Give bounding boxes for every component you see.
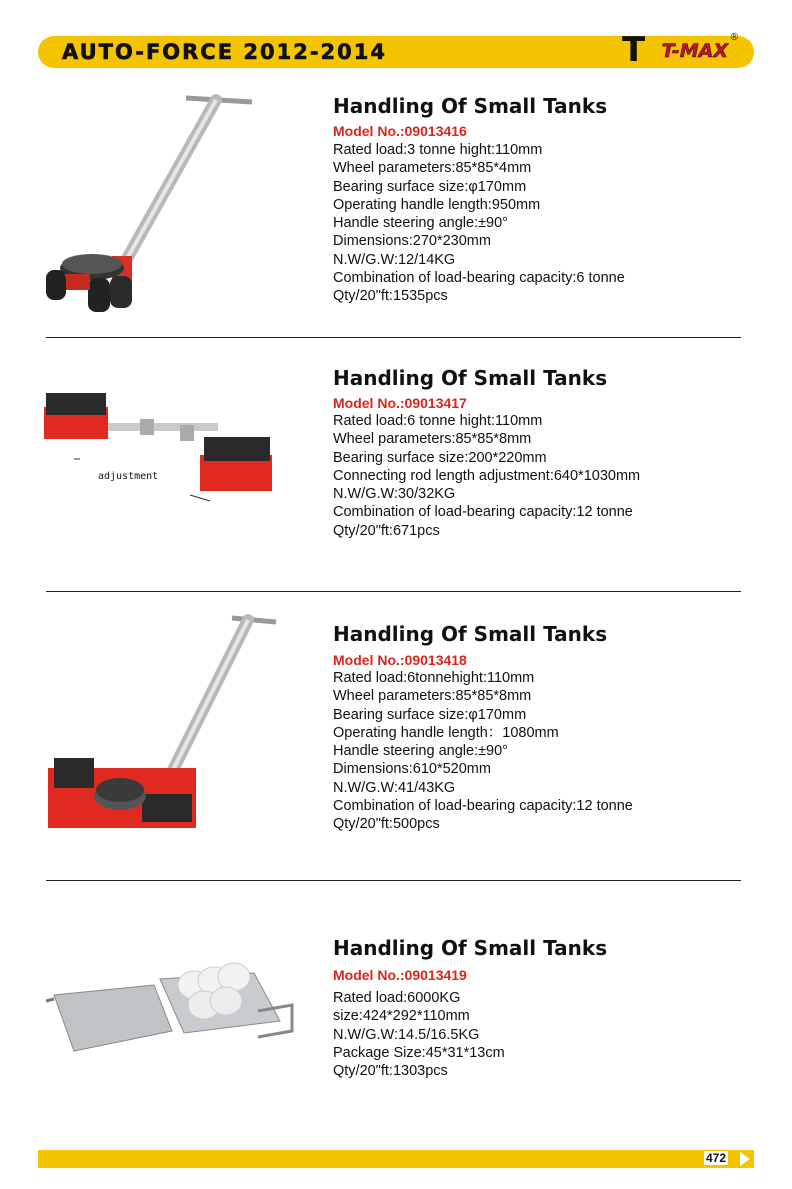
spec-line: Operating handle length:950mm xyxy=(333,196,541,213)
spec-line: Operating handle length：1080mm xyxy=(333,724,559,741)
logo-t-glyph: T xyxy=(622,30,646,70)
spec-line: Rated load:3 tonne hight:110mm xyxy=(333,142,543,158)
spec-list xyxy=(333,669,633,834)
roller-skate-illustration xyxy=(44,955,300,1055)
spec-list xyxy=(333,412,640,540)
page-arrow-icon xyxy=(736,1150,754,1168)
spec-line: N.W/G.W:12/14KG xyxy=(333,251,456,268)
tank-mover-handle-illustration xyxy=(40,88,270,318)
spec-list xyxy=(333,141,625,306)
product-image-tank-mover-1 xyxy=(40,88,270,318)
tank-mover-steerable-illustration xyxy=(44,608,284,838)
spec-line: Bearing surface size:φ170mm xyxy=(333,178,527,195)
spec-line: Wheel parameters:85*85*8mm xyxy=(333,688,532,705)
section-divider xyxy=(46,591,741,592)
spec-line: Combination of load-bearing capacity:12 tonne xyxy=(333,798,633,815)
product-image-roller-skates xyxy=(44,955,300,1055)
spec-line: Bearing surface size:φ170mm xyxy=(333,706,527,723)
spec-line: size:424*292*110mm xyxy=(333,1008,470,1025)
model-number: Model No.:09013417 xyxy=(333,395,467,411)
product-title: Handling Of Small Tanks xyxy=(333,622,608,646)
section-divider xyxy=(46,337,741,338)
spec-line: Rated load:6tonnehight:110mm xyxy=(333,670,535,686)
spec-line: Wheel parameters:85*85*8mm xyxy=(333,431,532,448)
tmax-logo xyxy=(618,30,738,70)
spec-line: N.W/G.W:41/43KG xyxy=(333,779,456,796)
footer-bar xyxy=(38,1150,754,1168)
adjustment-label: adjustment xyxy=(98,471,159,482)
model-number: Model No.:09013416 xyxy=(333,123,467,139)
registered-mark: ® xyxy=(730,32,738,43)
product-title: Handling Of Small Tanks xyxy=(333,936,608,960)
spec-line: N.W/G.W:14.5/16.5KG xyxy=(333,1026,480,1043)
product-image-tank-mover-3 xyxy=(44,608,284,838)
spec-line: Combination of load-bearing capacity:6 tonne xyxy=(333,270,625,287)
spec-line: Dimensions:270*230mm xyxy=(333,233,491,250)
spec-line: Handle steering angle:±90° xyxy=(333,215,508,232)
spec-line: Qty/20"ft:1535pcs xyxy=(333,288,448,305)
model-number: Model No.:09013418 xyxy=(333,652,467,668)
header-bar xyxy=(38,30,754,70)
spec-line: Dimensions:610*520mm xyxy=(333,761,491,778)
spec-line: Rated load:6 tonne hight:110mm xyxy=(333,413,543,429)
spec-line: Qty/20"ft:1303pcs xyxy=(333,1063,448,1080)
spec-line: Bearing surface size:200*220mm xyxy=(333,449,547,466)
product-image-tank-mover-2 xyxy=(40,385,290,515)
product-title: Handling Of Small Tanks xyxy=(333,94,608,118)
page-number: 472 xyxy=(705,1151,726,1165)
product-title: Handling Of Small Tanks xyxy=(333,366,608,390)
spec-line: Qty/20"ft:671pcs xyxy=(333,522,440,539)
spec-line: Combination of load-bearing capacity:12 tonne xyxy=(333,504,633,521)
spec-line: Handle steering angle:±90° xyxy=(333,743,508,760)
spec-line: Qty/20"ft:500pcs xyxy=(333,816,440,833)
spec-line: Wheel parameters:85*85*4mm xyxy=(333,160,532,177)
header-title: AUTO-FORCE 2012-2014 xyxy=(62,40,387,64)
spec-line: N.W/G.W:30/32KG xyxy=(333,486,456,503)
spec-line: Connecting rod length adjustment:640*1030mm xyxy=(333,467,641,484)
spec-list xyxy=(333,989,505,1080)
twin-skate-illustration xyxy=(40,385,290,515)
section-divider xyxy=(46,880,741,881)
spec-line: Package Size:45*31*13cm xyxy=(333,1044,505,1061)
spec-line: Rated load:6000KG xyxy=(333,990,461,1006)
model-number: Model No.:09013419 xyxy=(333,967,467,983)
logo-text: T-MAX xyxy=(661,40,728,62)
